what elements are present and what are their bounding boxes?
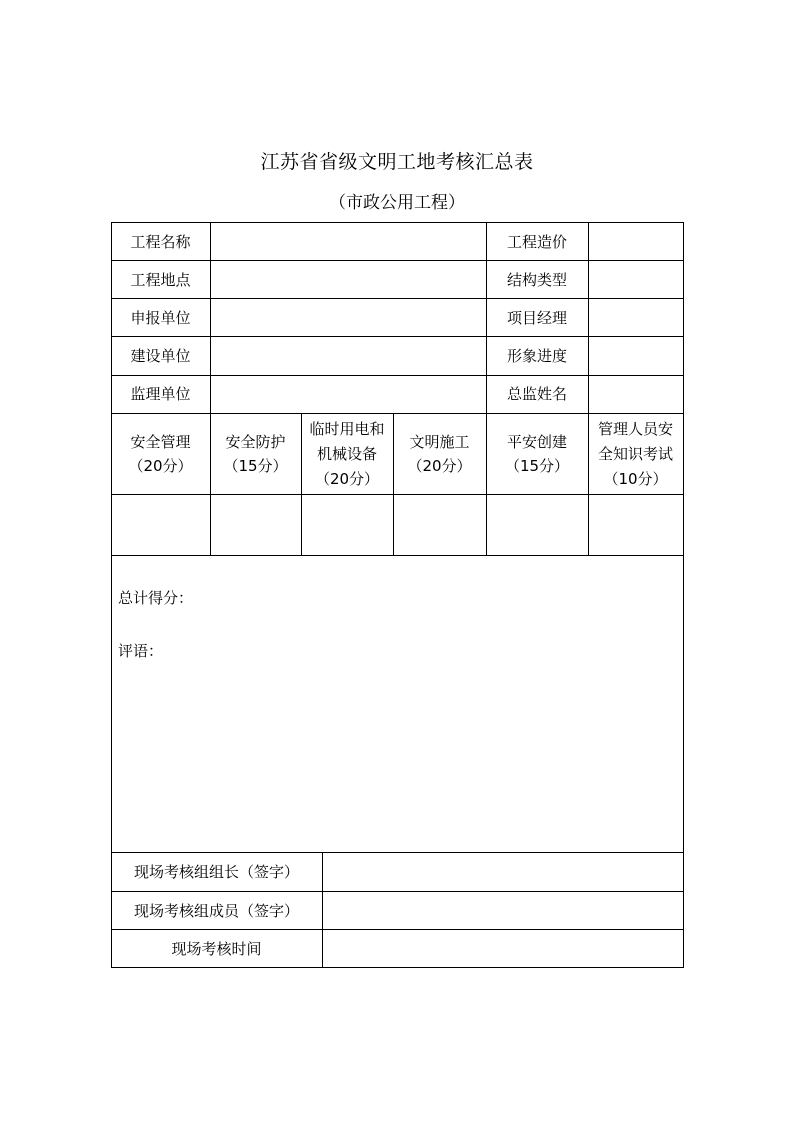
label-supervision-unit: 监理单位: [130, 385, 191, 403]
project-location-field[interactable]: [210, 261, 486, 299]
member-signature-field[interactable]: [322, 891, 683, 930]
progress-field[interactable]: [588, 337, 683, 375]
column-divider: [301, 413, 302, 555]
row-divider: [111, 852, 684, 853]
table-border-bottom: [111, 967, 684, 968]
label-inspection-time: 现场考核时间: [171, 940, 262, 958]
total-score-label: 总计得分：: [118, 589, 194, 607]
label-chief-supervisor: 总监姓名: [506, 385, 567, 403]
inspection-time-field[interactable]: [322, 930, 683, 968]
column-divider: [588, 222, 589, 555]
row-divider: [111, 413, 684, 414]
row-divider: [111, 555, 684, 556]
label-project-name: 工程名称: [130, 232, 191, 251]
category-safety-knowledge-exam: 管理人员安 全知识考试 （10分）: [597, 419, 673, 488]
column-divider: [393, 413, 394, 555]
category-civilized-construction: 文明施工 （20分）: [407, 432, 472, 475]
score-field-safety-protection[interactable]: [210, 494, 301, 555]
label-project-location: 工程地点: [130, 271, 191, 289]
table-border-left: [111, 222, 112, 968]
score-field-safety-management[interactable]: [111, 494, 210, 555]
row-divider: [111, 891, 684, 892]
score-field-temp-electricity[interactable]: [301, 494, 393, 555]
structure-type-field[interactable]: [588, 261, 683, 299]
column-divider: [486, 222, 487, 555]
row-divider: [111, 375, 684, 376]
column-divider: [210, 222, 211, 555]
row-divider: [111, 494, 684, 495]
label-construction-unit: 建设单位: [130, 347, 191, 365]
comment-field[interactable]: [112, 556, 682, 852]
column-divider: [322, 852, 323, 968]
applicant-field[interactable]: [210, 299, 486, 337]
project-manager-field[interactable]: [588, 299, 683, 337]
score-field-safety-knowledge-exam[interactable]: [588, 494, 683, 555]
label-project-manager: 项目经理: [506, 309, 567, 327]
supervision-unit-field[interactable]: [210, 375, 486, 413]
table-border-right: [683, 222, 684, 968]
label-leader-signature: 现场考核组组长（签字）: [133, 863, 299, 881]
label-member-signature: 现场考核组成员（签字）: [133, 901, 299, 920]
score-field-civilized-construction[interactable]: [393, 494, 486, 555]
chief-supervisor-field[interactable]: [588, 375, 683, 413]
label-applicant: 申报单位: [130, 309, 191, 327]
project-name-field[interactable]: [210, 222, 486, 261]
row-divider: [111, 260, 684, 261]
row-divider: [111, 298, 684, 299]
label-structure-type: 结构类型: [506, 271, 567, 289]
category-safety-protection: 安全防护 （15分）: [223, 432, 288, 475]
row-divider: [111, 929, 684, 930]
category-safety-management: 安全管理 （20分）: [128, 432, 193, 475]
table-border-top: [111, 222, 684, 223]
category-temp-electricity: 临时用电和 机械设备 （20分）: [309, 419, 385, 488]
row-divider: [111, 336, 684, 337]
comment-label: 评语：: [118, 642, 164, 660]
score-field-peace-building[interactable]: [486, 494, 588, 555]
category-peace-building: 平安创建 （15分）: [504, 432, 570, 475]
label-progress: 形象进度: [506, 347, 567, 365]
construction-unit-field[interactable]: [210, 337, 486, 375]
document-subtitle: （市政公用工程）: [329, 193, 465, 213]
document-title: 江苏省省级文明工地考核汇总表: [260, 151, 534, 173]
label-project-cost: 工程造价: [506, 232, 567, 251]
leader-signature-field[interactable]: [322, 853, 683, 891]
project-cost-field[interactable]: [588, 222, 683, 261]
